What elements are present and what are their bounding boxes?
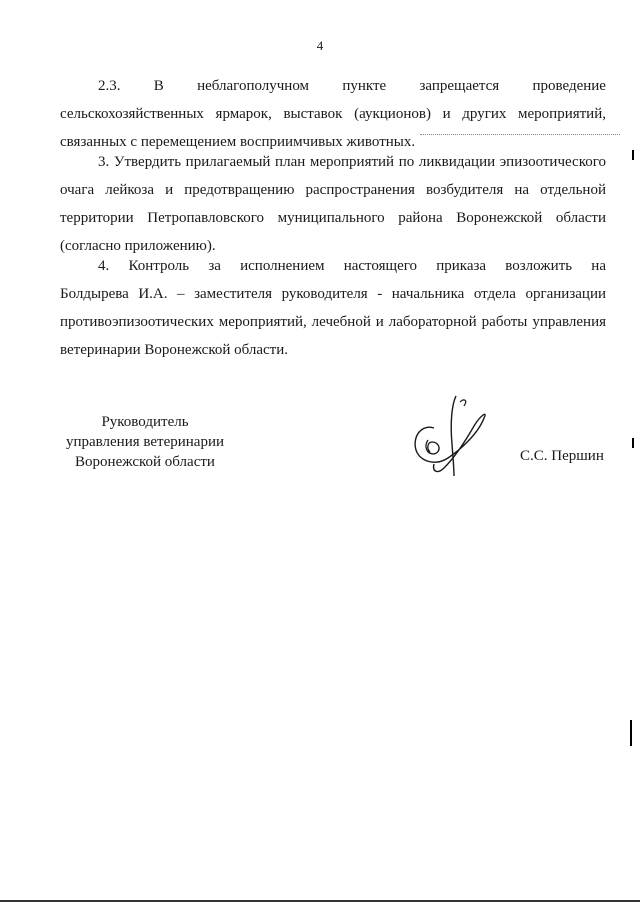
paragraph-4-line-1 bbox=[60, 252, 606, 280]
word: Контроль bbox=[128, 258, 190, 274]
word: пункте bbox=[342, 78, 387, 94]
scan-edge bbox=[0, 900, 640, 902]
signatory-name: С.С. Першин bbox=[520, 448, 604, 464]
word: на bbox=[591, 258, 606, 274]
word: проведение bbox=[532, 78, 606, 94]
paragraph-4 bbox=[60, 252, 606, 364]
word: возложить bbox=[505, 258, 573, 274]
paragraph-4-rest: Болдырева И.А. – заместителя руководителя - начальника отдела организации противоэпизоотических мероприятий, лечебной и лабораторной работы управления ветеринарии Воронежской области. bbox=[60, 286, 606, 358]
word: настоящего bbox=[343, 258, 418, 274]
word: запрещается bbox=[419, 78, 500, 94]
paragraph-2-3-line-1 bbox=[60, 72, 606, 100]
signatory-title-line-1: Руководитель bbox=[101, 414, 189, 430]
word: 2.3. bbox=[98, 78, 121, 94]
scan-dotted-line bbox=[420, 134, 620, 137]
word: за bbox=[208, 258, 221, 274]
handwritten-signature bbox=[404, 392, 490, 482]
signatory-title bbox=[60, 412, 230, 472]
paragraph-3 bbox=[60, 148, 606, 260]
word: неблагополучном bbox=[197, 78, 310, 94]
signatory-title-line-2: управления ветеринарии bbox=[65, 434, 225, 450]
paragraph-2-3 bbox=[60, 72, 606, 156]
paragraph-2-3-line-3: связанных с перемещением восприимчивых животных. bbox=[60, 134, 416, 150]
word: 4. bbox=[98, 258, 110, 274]
page-number: 4 bbox=[316, 38, 324, 53]
paragraph-2-3-line-2: сельскохозяйственных ярмарок, выставок (аукционов) и других мероприятий, bbox=[60, 106, 606, 122]
scan-artifact bbox=[632, 150, 634, 160]
scan-artifact bbox=[632, 438, 634, 448]
word: В bbox=[153, 78, 164, 94]
word: исполнением bbox=[240, 258, 325, 274]
paragraph-3-text: 3. Утвердить прилагаемый план мероприятий по ликвидации эпизоотического очага лейкоза и предотвращению распространения возбудителя на отдельной территории Петропавловского муниципального района Воронежской области (согласно приложению). bbox=[60, 154, 606, 254]
word: приказа bbox=[436, 258, 487, 274]
signatory-title-line-3: Воронежской области bbox=[75, 454, 215, 470]
scan-artifact bbox=[630, 720, 632, 746]
